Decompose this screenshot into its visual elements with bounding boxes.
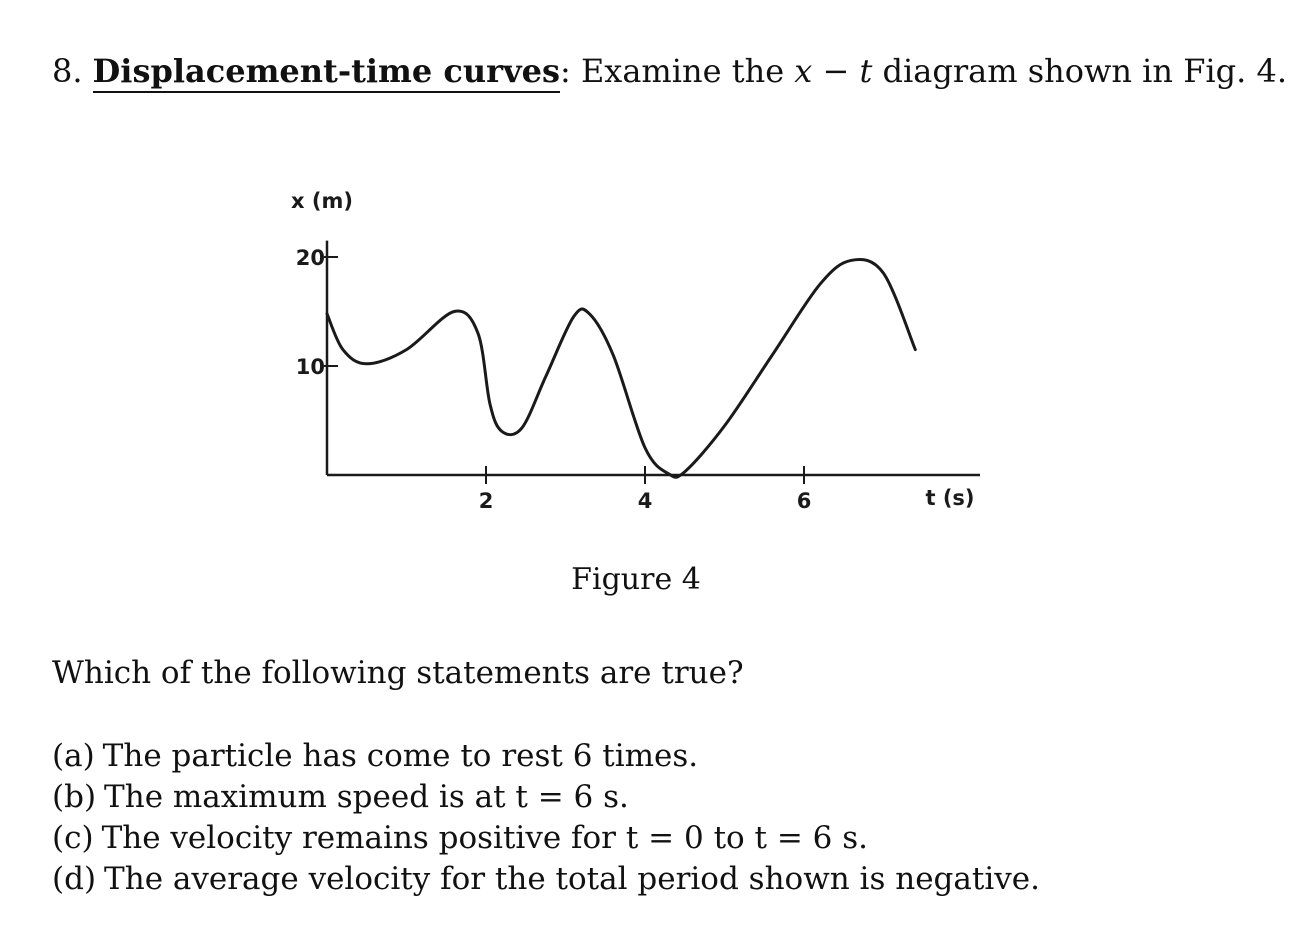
figure-caption: Figure 4 — [571, 562, 701, 597]
question-prompt: Which of the following statements are true? — [52, 655, 744, 691]
option-label: (d) — [52, 861, 97, 897]
option-text: The average velocity for the total period shown is negative. — [104, 861, 1040, 897]
option-c — [52, 818, 1040, 859]
question-title: Displacement-time curves — [93, 52, 560, 93]
y-axis-label: x (m) — [291, 189, 353, 213]
displacement-time-chart — [270, 180, 1010, 530]
x-tick-label-6: 6 — [796, 489, 812, 513]
options-list — [52, 736, 1040, 900]
x-axis-label: t (s) — [925, 486, 975, 510]
option-a — [52, 736, 1040, 777]
option-label: (b) — [52, 779, 97, 815]
question-number: 8. — [52, 52, 83, 90]
option-b — [52, 777, 1040, 818]
x-tick-label-2: 2 — [478, 489, 494, 513]
figure-4 — [270, 180, 1010, 530]
question-text-before: Examine the — [570, 52, 795, 90]
question-colon: : — [559, 52, 571, 90]
question-text-after: diagram shown in Fig. 4. — [872, 52, 1287, 90]
option-label: (c) — [52, 820, 94, 856]
option-text: The velocity remains positive for t = 0 to t = 6 s. — [101, 820, 869, 856]
option-label: (a) — [52, 738, 95, 774]
y-tick-label-10: 10 — [295, 355, 325, 379]
series-line-0 — [327, 259, 915, 477]
option-text: The maximum speed is at t = 6 s. — [104, 779, 629, 815]
y-tick-label-20: 20 — [295, 246, 325, 270]
x-tick-label-4: 4 — [637, 489, 653, 513]
question-math: x − t — [794, 52, 873, 90]
option-text: The particle has come to rest 6 times. — [102, 738, 699, 774]
question-heading — [52, 52, 1287, 90]
option-d — [52, 859, 1040, 900]
